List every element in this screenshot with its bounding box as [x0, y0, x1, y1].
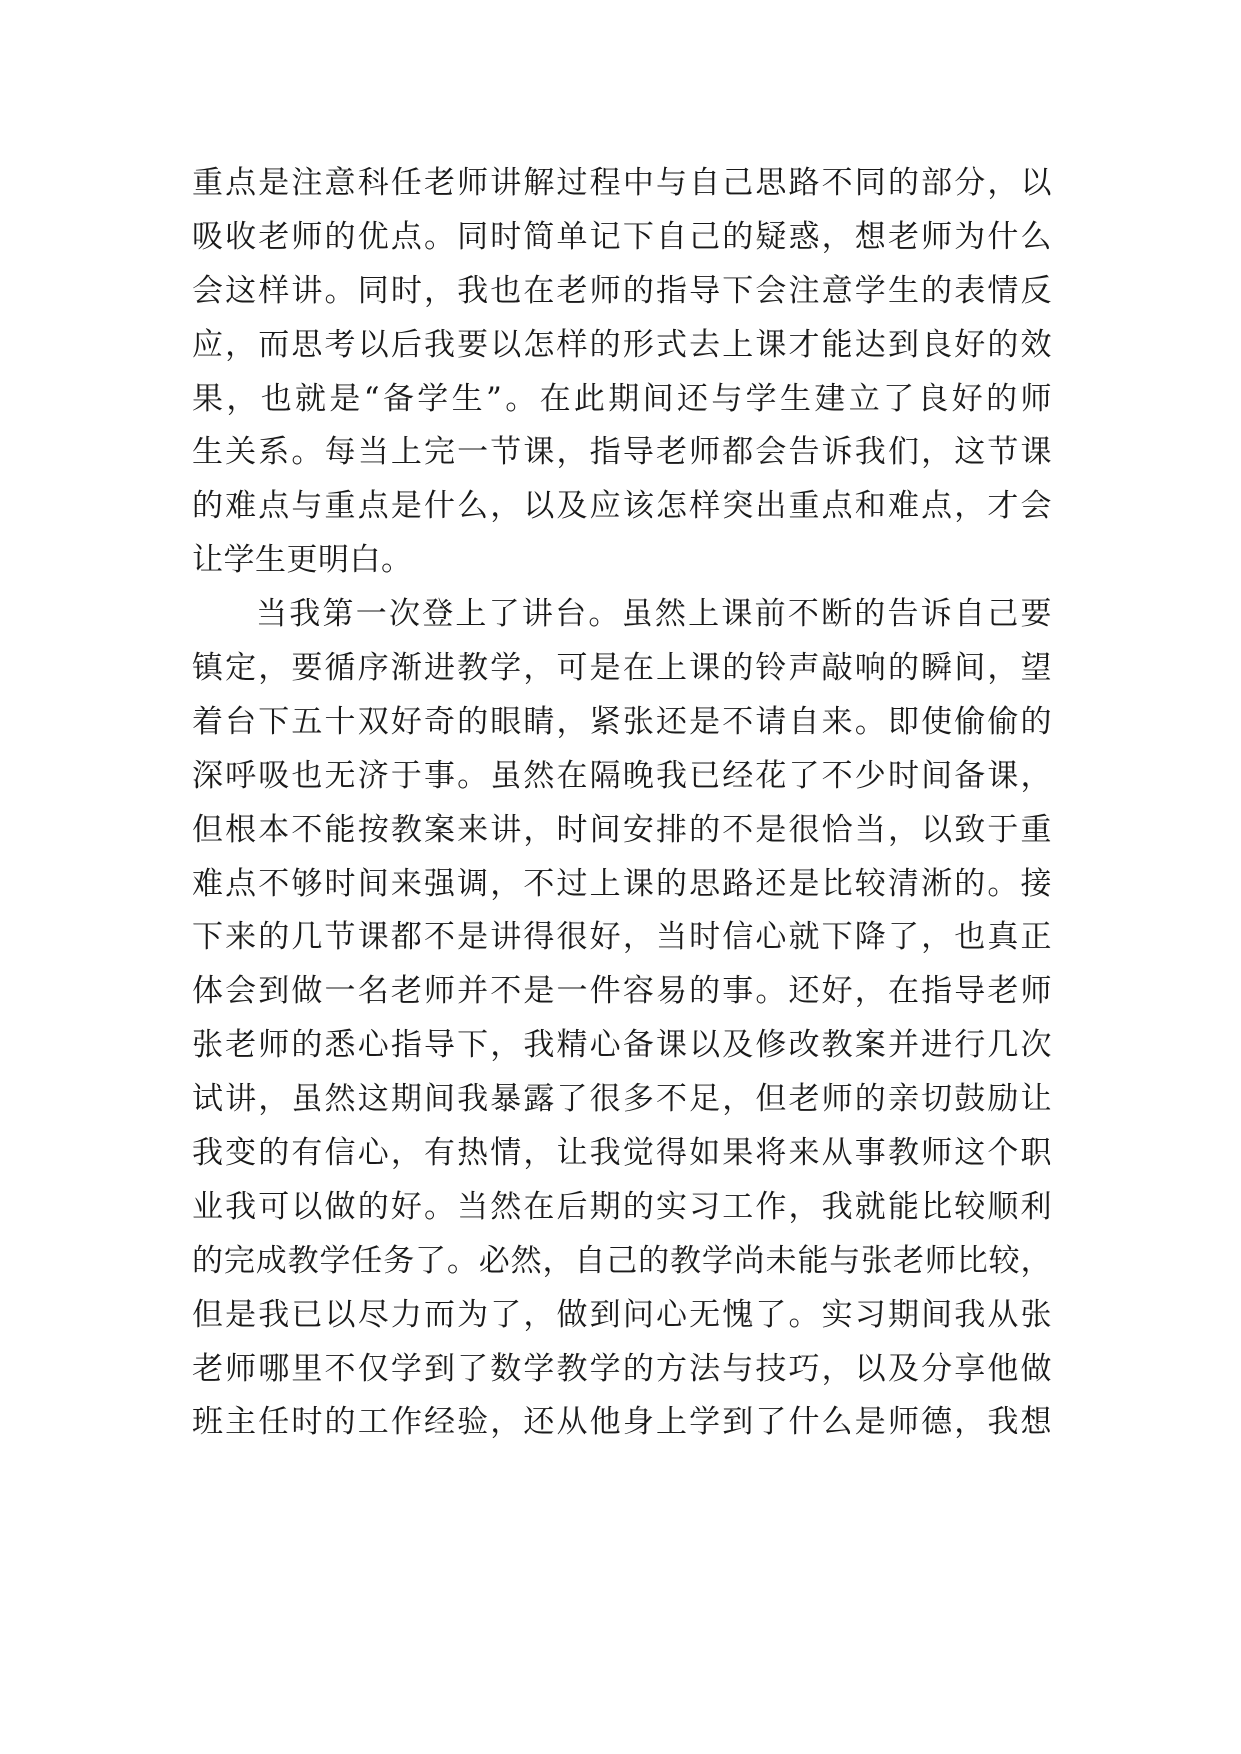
text-line: 生关系。每当上完一节课，指导老师都会告诉我们，这节课 — [192, 434, 1052, 471]
text-line: 深呼吸也无济于事。虽然在隔晚我已经花了不少时间备课， — [192, 757, 1052, 794]
text-line: 下来的几节课都不是讲得很好，当时信心就下降了，也真正 — [192, 919, 1052, 956]
text-line: 应，而思考以后我要以怎样的形式去上课才能达到良好的效 — [192, 326, 1052, 363]
text-line: 镇定，要循序渐进教学，可是在上课的铃声敲响的瞬间，望 — [192, 650, 1052, 687]
text-line: 张老师的悉心指导下，我精心备课以及修改教案并进行几次 — [192, 1027, 1052, 1064]
text-line: 吸收老师的优点。同时简单记下自己的疑惑，想老师为什么 — [192, 218, 1052, 255]
text-line: 我变的有信心，有热情，让我觉得如果将来从事教师这个职 — [192, 1135, 1052, 1172]
text-line: 体会到做一名老师并不是一件容易的事。还好，在指导老师 — [192, 973, 1052, 1010]
text-line: 难点不够时间来强调，不过上课的思路还是比较清淅的。接 — [192, 865, 1052, 902]
text-line: 但是我已以尽力而为了，做到问心无愧了。实习期间我从张 — [192, 1296, 1052, 1333]
text-line: 但根本不能按教案来讲，时间安排的不是很恰当，以致于重 — [192, 811, 1052, 848]
text-line: 的完成教学任务了。必然，自己的教学尚未能与张老师比较， — [192, 1242, 1052, 1279]
paragraph-start-line: 当我第一次登上了讲台。虽然上课前不断的告诉自己要 — [256, 596, 1052, 633]
text-line: 的难点与重点是什么，以及应该怎样突出重点和难点，才会 — [192, 488, 1052, 525]
text-line: 班主任时的工作经验，还从他身上学到了什么是师德，我想 — [192, 1404, 1052, 1441]
text-line: 业我可以做的好。当然在后期的实习工作，我就能比较顺利 — [192, 1188, 1052, 1225]
text-line: 果，也就是“备学生”。在此期间还与学生建立了良好的师 — [192, 380, 1052, 417]
body-text — [192, 157, 1052, 1450]
text-line: 重点是注意科任老师讲解过程中与自己思路不同的部分，以 — [192, 165, 1052, 201]
text-line: 让学生更明白。 — [192, 542, 413, 579]
text-line: 老师哪里不仅学到了数学教学的方法与技巧，以及分享他做 — [192, 1350, 1052, 1387]
text-line: 试讲，虽然这期间我暴露了很多不足，但老师的亲切鼓励让 — [192, 1081, 1052, 1118]
text-line: 着台下五十双好奇的眼睛，紧张还是不请自来。即使偷偷的 — [192, 703, 1052, 740]
text-line: 会这样讲。同时，我也在老师的指导下会注意学生的表情反 — [192, 272, 1052, 309]
